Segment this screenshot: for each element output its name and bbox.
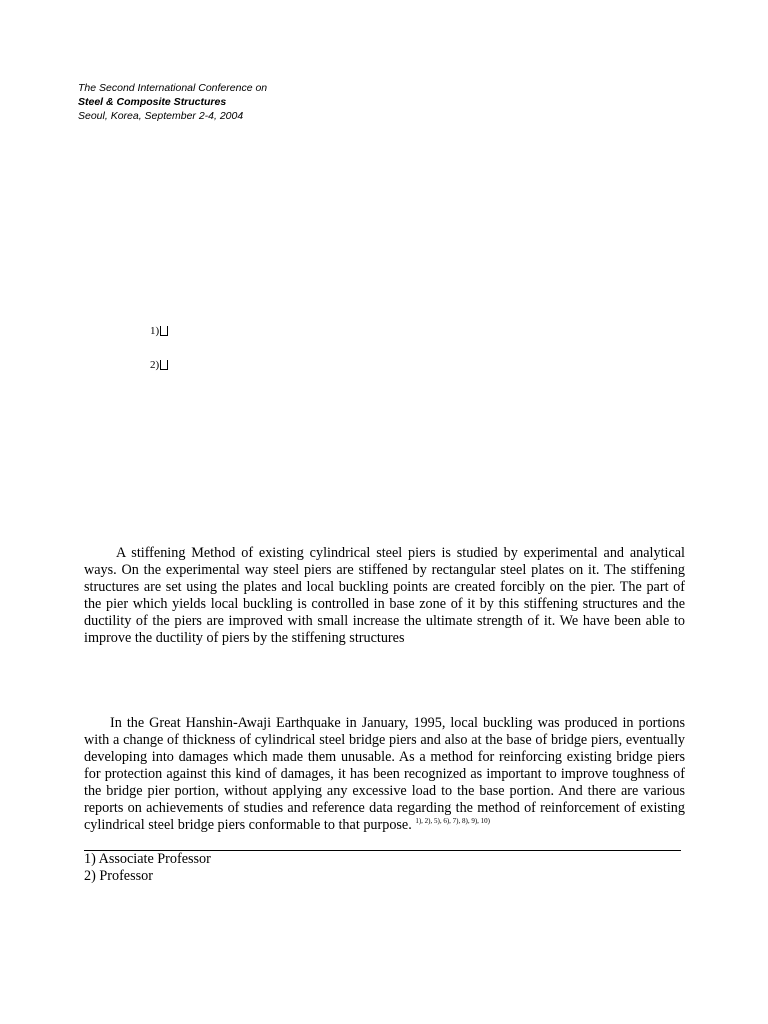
introduction-text: In the Great Hanshin-Awaji Earthquake in January, 1995, local buckling was produced in portions with a change of thickness of cylindrical steel bridge piers and also at the base of bridge piers, eventually developing into damages which made them unusable. As a method for reinforcing existing bridge piers for protection against this kind of damages, it has been recognized as important to improve toughness of the bridge pier portion, without applying any excessive load to the base portion. And there are various reports on achievements of studies and reference data regarding the method of reinforcement of existing cylindrical steel bridge piers conformable to that purpose.: [84, 715, 685, 833]
missing-glyph-icon: [160, 360, 168, 370]
conference-title: The Second International Conference on: [78, 82, 268, 94]
abstract-paragraph: A stiffening Method of existing cylindrical steel piers is studied by experimental and analytical ways. On the experimental way steel piers are stiffened by rectangular steel plates on it. The stiffening structures are set using the plates and local buckling points are created forcibly on the pier. The part of the pier which yields local buckling is controlled in base zone of it by this stiffening structures and the ductility of the piers are improved with small increase the ultimate strength of it. We have been able to improve the ductility of piers by the stiffening structures: [84, 545, 685, 646]
conference-header: [78, 81, 267, 123]
introduction-paragraph: [84, 715, 685, 834]
missing-glyph-icon: [160, 326, 168, 336]
footnotes: [84, 851, 211, 885]
citation-superscript: 1), 2), 5), 6), 7), 8), 9), 10): [415, 817, 490, 825]
affiliation-marker-1-label: 1): [150, 325, 160, 337]
author-affiliation-marker-1: [150, 324, 168, 338]
author-affiliation-marker-2: [150, 358, 168, 372]
footnote-2: 2) Professor: [84, 868, 153, 884]
footnote-1: 1) Associate Professor: [84, 851, 211, 867]
affiliation-marker-2-label: 2): [150, 359, 160, 371]
conference-location-date: Seoul, Korea, September 2-4, 2004: [78, 110, 244, 122]
conference-name: Steel & Composite Structures: [78, 96, 227, 108]
